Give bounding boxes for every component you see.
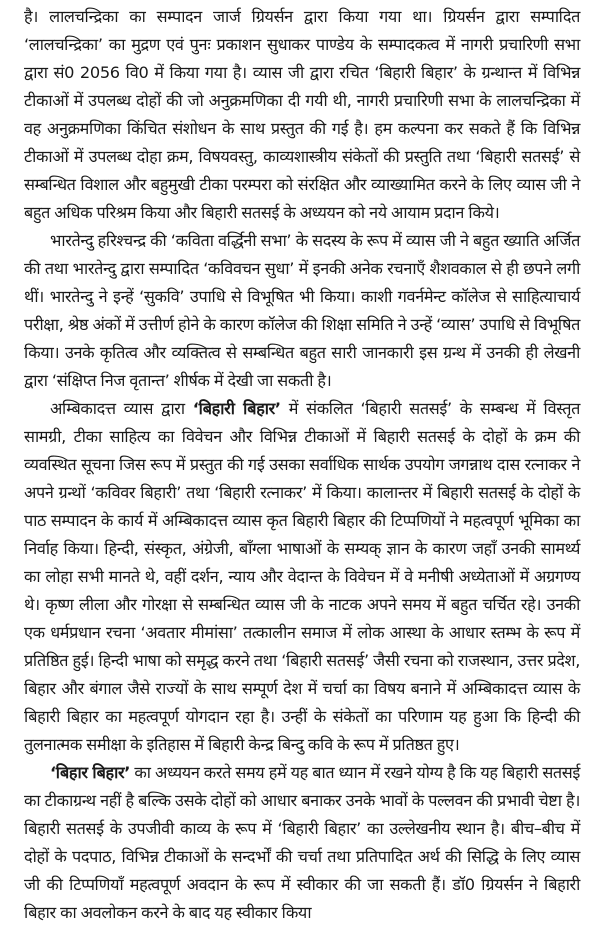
paragraph-1 — [24, 3, 580, 227]
paragraph-3-text-start: अम्बिकादत्त व्यास द्वारा — [50, 399, 193, 418]
paragraph-3-text-rest: में संकलित ‘बिहारी सतसई’ के सम्बन्ध में विस्तृत सामग्री, टीका साहित्य का विवेचन और विभिन्न टीकाओं में बिहारी सतसई के दोहों के क्रम की व्यवस्थित सूचना जिस रूप में प्रस्तुत की गई उसका सर्वाधिक सार्थक उपयोग जगन्नाथ दास रत्नाकर ने अपने ग्रन्थों ‘कविवर बिहारी’ तथा ‘बिहारी रत्नाकर’ में किया। कालान्तर में बिहारी सतसई के दोहों के पाठ सम्पादन के कार्य में अम्बिकादत्त व्यास कृत बिहारी बिहार की टिप्पणियों ने महत्वपूर्ण भूमिका का निर्वाह किया। हिन्दी, संस्कृत, अंग्रेजी, बाँग्ला भाषाओं के सम्यक् ज्ञान के कारण जहाँ उनकी सामर्थ्य का लोहा सभी मानते थे, वहीं दर्शन, न्याय और वेदान्त के विवेचन में वे मनीषी अध्येताओं में अग्रगण्य थे। कृष्ण लीला और गोरक्षा से सम्बन्धित व्यास जी के नाटक अपने समय में बहुत चर्चित रहे। उनकी एक धर्मप्रधान रचना ‘अवतार मीमांसा’ तत्कालीन समाज में लोक आस्था के आधार स्तम्भ के रूप में प्रतिष्ठित हुई। हिन्दी भाषा को समृद्ध करने तथा ‘बिहारी सतसई’ जैसी रचना को राजस्थान, उत्तर प्रदेश, बिहार और बंगाल जैसे राज्यों के साथ सम्पूर्ण देश में चर्चा का विषय बनाने में अम्बिकादत्त व्यास के बिहारी बिहार का महत्वपूर्ण योगदान रहा है। उन्हीं के संकेतों का परिणाम यह हुआ कि हिन्दी की तुलनात्मक समीक्षा के इतिहास में बिहारी केन्द्र बिन्दु कवि के रूप में प्रतिष्ठत हुए। — [24, 399, 580, 754]
paragraph-2-text: भारतेन्दु हरिश्चन्द्र की ‘कविता वर्द्धिनी सभा’ के सदस्य के रूप में व्यास जी ने बहुत ख्याति अर्जित की तथा भारतेन्दु द्वारा सम्पादित ‘कविवचन सुधा’ में इनकी अनेक रचनाएँ शैशवकाल से ही छपने लगी थीं। भारतेन्दु ने इन्हें ‘सुकवि’ उपाधि से विभूषित भी किया। काशी गवर्नमेन्ट कॉलेज से साहित्याचार्य परीक्षा, श्रेष्ठ अंकों में उत्तीर्ण होने के कारण कॉलेज की शिक्षा समिति ने उन्हें ‘व्यास’ उपाधि से विभूषित किया। उनके कृतित्व और व्यक्तित्व से सम्बन्धित बहुत सारी जानकारी इस ग्रन्थ में उनकी ही लेखनी द्वारा ‘संक्षिप्त निज वृतान्त’ शीर्षक में देखी जा सकती है। — [24, 231, 580, 390]
bold-title-bihari-bihar: ‘बिहारी बिहार’ — [192, 399, 281, 418]
paragraph-3 — [24, 395, 580, 759]
bold-title-bihar-bihar: ‘बिहार बिहार’ — [50, 763, 131, 782]
paragraph-4 — [24, 759, 580, 927]
paragraph-2 — [24, 227, 580, 395]
paragraph-4-text-rest: का अध्ययन करते समय हमें यह बात ध्यान में रखने योग्य है कि यह बिहारी सतसई का टीकाग्रन्थ नहीं है बल्कि उसके दोहों को आधार बनाकर उनके भावों के पल्लवन की प्रभावी चेष्टा है। बिहारी सतसई के उपजीवी काव्य के रूप में ‘बिहारी बिहार’ का उल्लेखनीय स्थान है। बीच–बीच में दोहों के पदपाठ, विभिन्न टीकाओं के सन्दर्भों की चर्चा तथा प्रतिपादित अर्थ की सिद्धि के लिए व्यास जी की टिप्पणियाँ महत्वपूर्ण अवदान के रूप में स्वीकार की जा सकती हैं। डॉ0 ग्रियर्सन ने बिहारी बिहार का अवलोकन करने के बाद यह स्वीकार किया — [24, 763, 580, 922]
paragraph-1-text: है। लालचन्द्रिका का सम्पादन जार्ज ग्रियर्सन द्वारा किया गया था। ग्रियर्सन द्वारा सम्पादित ‘लालचन्द्रिका’ का मुद्रण एवं पुनः प्रकाशन सुधाकर पाण्डेय के सम्पादकत्व में नागरी प्रचारिणी सभा द्वारा सं0 2056 वि0 में किया गया है। व्यास जी द्वारा रचित ‘बिहारी बिहार’ के ग्रन्थान्त में विभिन्न टीकाओं में उपलब्ध दोहों की जो अनुक्रमणिका दी गयी थी, नागरी प्रचारिणी सभा के लालचन्द्रिका में वह अनुक्रमणिका किंचित संशोधन के साथ प्रस्तुत की गई है। हम कल्पना कर सकते हैं कि विभिन्न टीकाओं में उपलब्ध दोहा क्रम, विषयवस्तु, काव्यशास्त्रीय संकेतों की प्रस्तुति तथा ‘बिहारी सतसई’ से सम्बन्धित विशाल और बहुमुखी टीका परम्परा को संरक्षित और व्याख्यामित करने के लिए व्यास जी ने बहुत अधिक परिश्रम किया और बिहारी सतसई के अध्ययन को नये आयाम प्रदान किये। — [24, 7, 580, 222]
